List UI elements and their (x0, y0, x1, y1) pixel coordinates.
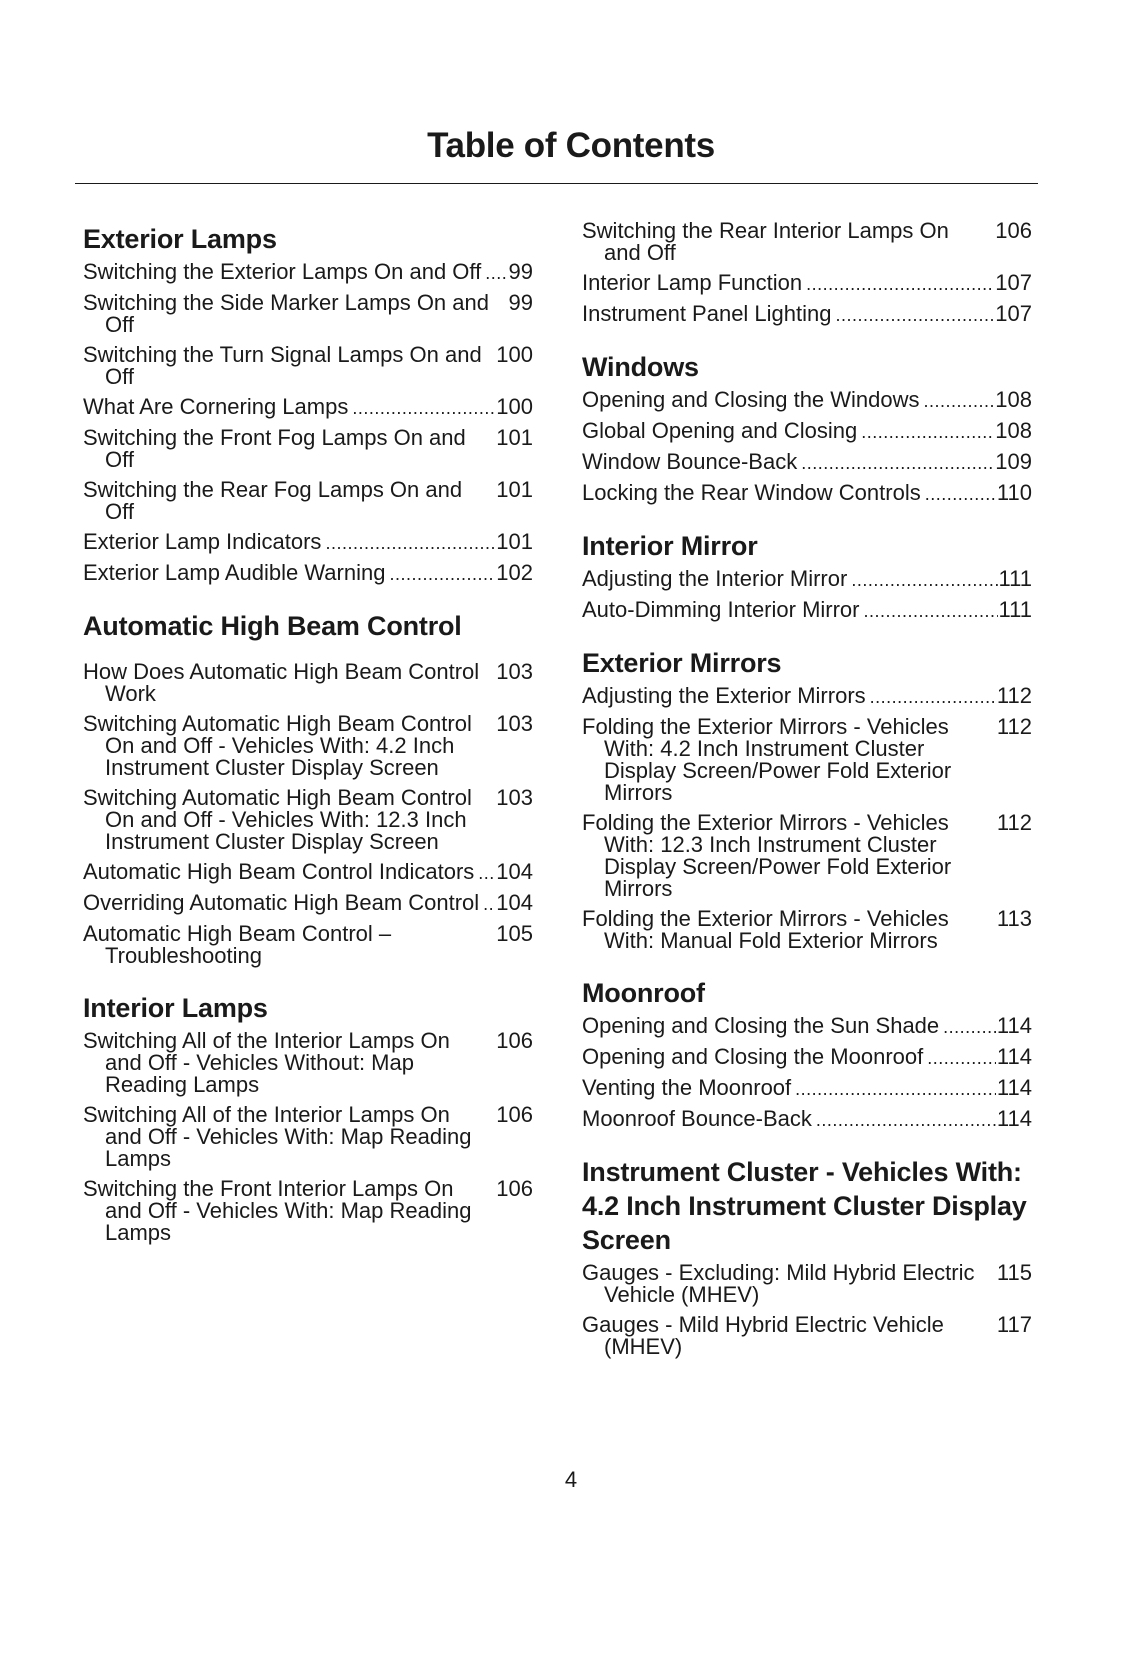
toc-entry-page: 99 (508, 259, 533, 284)
toc-entry[interactable] (83, 713, 533, 779)
toc-entry-title: Exterior Lamp Indicators (83, 529, 322, 554)
toc-entry-page: 104 (496, 890, 533, 915)
toc-entry-title: Auto-Dimming Interior Mirror (582, 597, 860, 622)
toc-entry-page: 103 (496, 711, 533, 736)
toc-entry[interactable] (83, 292, 533, 336)
toc-entry-page: 99 (508, 290, 533, 315)
toc-entry-title: Opening and Closing the Windows (582, 387, 920, 412)
section-heading[interactable]: Exterior Lamps (83, 224, 277, 254)
toc-entry[interactable] (83, 427, 533, 471)
toc-section (582, 529, 1032, 622)
toc-entry[interactable] (83, 1178, 533, 1244)
toc-entry-page: 101 (496, 425, 533, 450)
toc-entry[interactable] (582, 420, 1032, 443)
toc-entry[interactable] (83, 396, 533, 419)
section-heading[interactable]: Instrument Cluster - Vehicles With: 4.2 Inch Instrument Cluster Display Screen (582, 1157, 1027, 1255)
section-heading[interactable]: Interior Lamps (83, 993, 268, 1023)
section-heading[interactable]: Windows (582, 352, 699, 382)
toc-entry[interactable] (83, 1104, 533, 1170)
section-heading[interactable]: Automatic High Beam Control (83, 611, 462, 641)
toc-entry[interactable] (582, 1046, 1032, 1069)
section-heading[interactable]: Exterior Mirrors (582, 648, 782, 678)
toc-entry-title: Switching the Front Interior Lamps On and Off - Vehicles With: Map Reading Lamps (83, 1176, 478, 1245)
toc-entry-title: Gauges - Mild Hybrid Electric Vehicle (MHEV) (582, 1312, 951, 1359)
toc-entry[interactable] (83, 261, 533, 284)
toc-entry-title: What Are Cornering Lamps (83, 394, 349, 419)
toc-left-column (83, 222, 533, 1268)
toc-entry-page: 106 (995, 218, 1032, 243)
toc-entry-page: 102 (496, 560, 533, 585)
toc-entry-page: 109 (995, 449, 1032, 474)
toc-section (83, 991, 533, 1244)
toc-entry-page: 113 (996, 906, 1032, 931)
dot-leader (927, 1047, 996, 1069)
toc-entry-page: 111 (998, 566, 1032, 591)
page-number: 4 (564, 1467, 578, 1492)
dot-leader (861, 421, 994, 443)
toc-entry-title: Switching Automatic High Beam Control On and Off - Vehicles With: 4.2 Inch Instrument Cluster Display Screen (83, 711, 478, 780)
toc-entry-page: 103 (496, 659, 533, 684)
toc-entry[interactable] (582, 685, 1032, 708)
toc-entry[interactable] (582, 1077, 1032, 1100)
dot-leader (806, 273, 994, 295)
toc-entry-page: 100 (496, 342, 533, 367)
toc-entry-title: Moonroof Bounce-Back (582, 1106, 812, 1131)
toc-entry-title: Switching the Turn Signal Lamps On and Off (83, 342, 488, 389)
toc-entry-page: 110 (996, 480, 1032, 505)
toc-entry-page: 112 (996, 714, 1032, 739)
toc-entry-title: Automatic High Beam Control – Troubleshooting (83, 921, 397, 968)
toc-entry[interactable] (582, 812, 1032, 900)
toc-entry[interactable] (582, 1015, 1032, 1038)
toc-entry-title: Adjusting the Exterior Mirrors (582, 683, 866, 708)
toc-entry-page: 103 (496, 785, 533, 810)
toc-entry[interactable] (582, 1314, 1032, 1358)
dot-leader (836, 304, 995, 326)
toc-entry-title: Switching the Rear Interior Lamps On and Off (582, 218, 955, 265)
toc-entry[interactable] (582, 482, 1032, 505)
toc-entry-page: 117 (996, 1312, 1032, 1337)
toc-entry-title: Window Bounce-Back (582, 449, 798, 474)
toc-entry[interactable] (83, 479, 533, 523)
toc-entry-page: 107 (995, 301, 1032, 326)
toc-entry[interactable] (83, 661, 533, 705)
toc-entry-title: Opening and Closing the Moonroof (582, 1044, 924, 1069)
toc-entry-page: 104 (496, 859, 533, 884)
toc-entry-title: Adjusting the Interior Mirror (582, 566, 848, 591)
toc-entry-page: 106 (496, 1028, 533, 1053)
toc-entry-title: Switching the Rear Fog Lamps On and Off (83, 477, 469, 524)
toc-entry[interactable] (582, 220, 1032, 264)
toc-entry-page: 100 (496, 394, 533, 419)
toc-entry-title: Exterior Lamp Audible Warning (83, 560, 386, 585)
toc-section-continued (582, 220, 1032, 326)
toc-section (582, 350, 1032, 505)
toc-entry-page: 114 (996, 1075, 1032, 1100)
toc-entry-page: 108 (995, 387, 1032, 412)
dot-leader (924, 390, 995, 412)
toc-entry-title: Switching the Front Fog Lamps On and Off (83, 425, 472, 472)
section-heading[interactable]: Interior Mirror (582, 531, 758, 561)
toc-entry[interactable] (582, 599, 1032, 622)
toc-entry[interactable] (582, 716, 1032, 804)
toc-entry-title: Switching All of the Interior Lamps On and Off - Vehicles With: Map Reading Lamps (83, 1102, 478, 1171)
title-divider (75, 183, 1038, 184)
toc-entry[interactable] (582, 451, 1032, 474)
dot-leader (816, 1109, 996, 1131)
dot-leader (801, 452, 994, 474)
toc-right-column (582, 220, 1032, 1382)
toc-entry-page: 115 (996, 1260, 1032, 1285)
toc-entry[interactable] (83, 787, 533, 853)
toc-entry[interactable] (83, 861, 533, 884)
toc-entry[interactable] (582, 568, 1032, 591)
toc-section (582, 976, 1032, 1131)
toc-entry-title: Locking the Rear Window Controls (582, 480, 921, 505)
toc-entry[interactable] (83, 562, 533, 585)
toc-entry-title: Switching All of the Interior Lamps On and Off - Vehicles Without: Map Reading Lamps (83, 1028, 456, 1097)
dot-leader (870, 686, 996, 708)
toc-entry-title: Folding the Exterior Mirrors - Vehicles With: 4.2 Inch Instrument Cluster Display Screen/Power Fold Exterior Mirrors (582, 714, 958, 805)
toc-entry-title: Switching Automatic High Beam Control On and Off - Vehicles With: 12.3 Inch Instrument Cluster Display Screen (83, 785, 478, 854)
toc-entry[interactable] (83, 1030, 533, 1096)
dot-leader (943, 1016, 996, 1038)
toc-entry[interactable] (83, 531, 533, 554)
toc-entry-page: 111 (998, 597, 1032, 622)
toc-entry[interactable] (582, 303, 1032, 326)
page-title: Table of Contents (427, 126, 715, 165)
dot-leader (352, 397, 495, 419)
dot-leader (485, 262, 507, 284)
dot-leader (851, 569, 997, 591)
toc-entry-page: 108 (995, 418, 1032, 443)
toc-entry[interactable] (83, 923, 533, 967)
toc-entry-title: Instrument Panel Lighting (582, 301, 832, 326)
toc-section (83, 609, 533, 967)
toc-entry-title: Overriding Automatic High Beam Control (83, 890, 480, 915)
toc-entry-title: How Does Automatic High Beam Control Work (83, 659, 486, 706)
toc-entry[interactable] (83, 344, 533, 388)
toc-entry[interactable] (582, 1108, 1032, 1131)
toc-entry-title: Folding the Exterior Mirrors - Vehicles With: Manual Fold Exterior Mirrors (582, 906, 955, 953)
toc-entry-page: 101 (496, 477, 533, 502)
toc-entry[interactable] (582, 272, 1032, 295)
section-heading[interactable]: Moonroof (582, 978, 705, 1008)
dot-leader (925, 483, 996, 505)
dot-leader (389, 563, 495, 585)
toc-entry-title: Opening and Closing the Sun Shade (582, 1013, 940, 1038)
toc-entry-page: 112 (996, 683, 1032, 708)
toc-entry-title: Gauges - Excluding: Mild Hybrid Electric Vehicle (MHEV) (582, 1260, 981, 1307)
toc-entry-title: Folding the Exterior Mirrors - Vehicles With: 12.3 Inch Instrument Cluster Display Screen/Power Fold Exterior Mirrors (582, 810, 958, 901)
toc-entry[interactable] (83, 892, 533, 915)
toc-entry-title: Interior Lamp Function (582, 270, 803, 295)
toc-entry-title: Automatic High Beam Control Indicators (83, 859, 475, 884)
dot-leader (325, 532, 495, 554)
dot-leader (478, 862, 495, 884)
toc-entry-page: 107 (995, 270, 1032, 295)
toc-entry-page: 114 (996, 1044, 1032, 1069)
dot-leader (864, 600, 998, 622)
toc-entry-page: 106 (496, 1176, 533, 1201)
toc-entry[interactable] (582, 1262, 1032, 1306)
dot-leader (483, 893, 495, 915)
toc-entry[interactable] (582, 908, 1032, 952)
toc-entry-page: 105 (496, 921, 533, 946)
toc-section (582, 646, 1032, 952)
toc-entry-page: 106 (496, 1102, 533, 1127)
toc-entry-title: Global Opening and Closing (582, 418, 858, 443)
toc-entry-page: 114 (996, 1106, 1032, 1131)
toc-entry[interactable] (582, 389, 1032, 412)
toc-entry-title: Venting the Moonroof (582, 1075, 792, 1100)
toc-entry-page: 101 (496, 529, 533, 554)
toc-entry-title: Switching the Exterior Lamps On and Off (83, 259, 482, 284)
toc-section (582, 1155, 1032, 1358)
dot-leader (795, 1078, 996, 1100)
toc-entry-page: 114 (996, 1013, 1032, 1038)
toc-section (83, 222, 533, 585)
toc-entry-page: 112 (996, 810, 1032, 835)
toc-entry-title: Switching the Side Marker Lamps On and Off (83, 290, 496, 337)
